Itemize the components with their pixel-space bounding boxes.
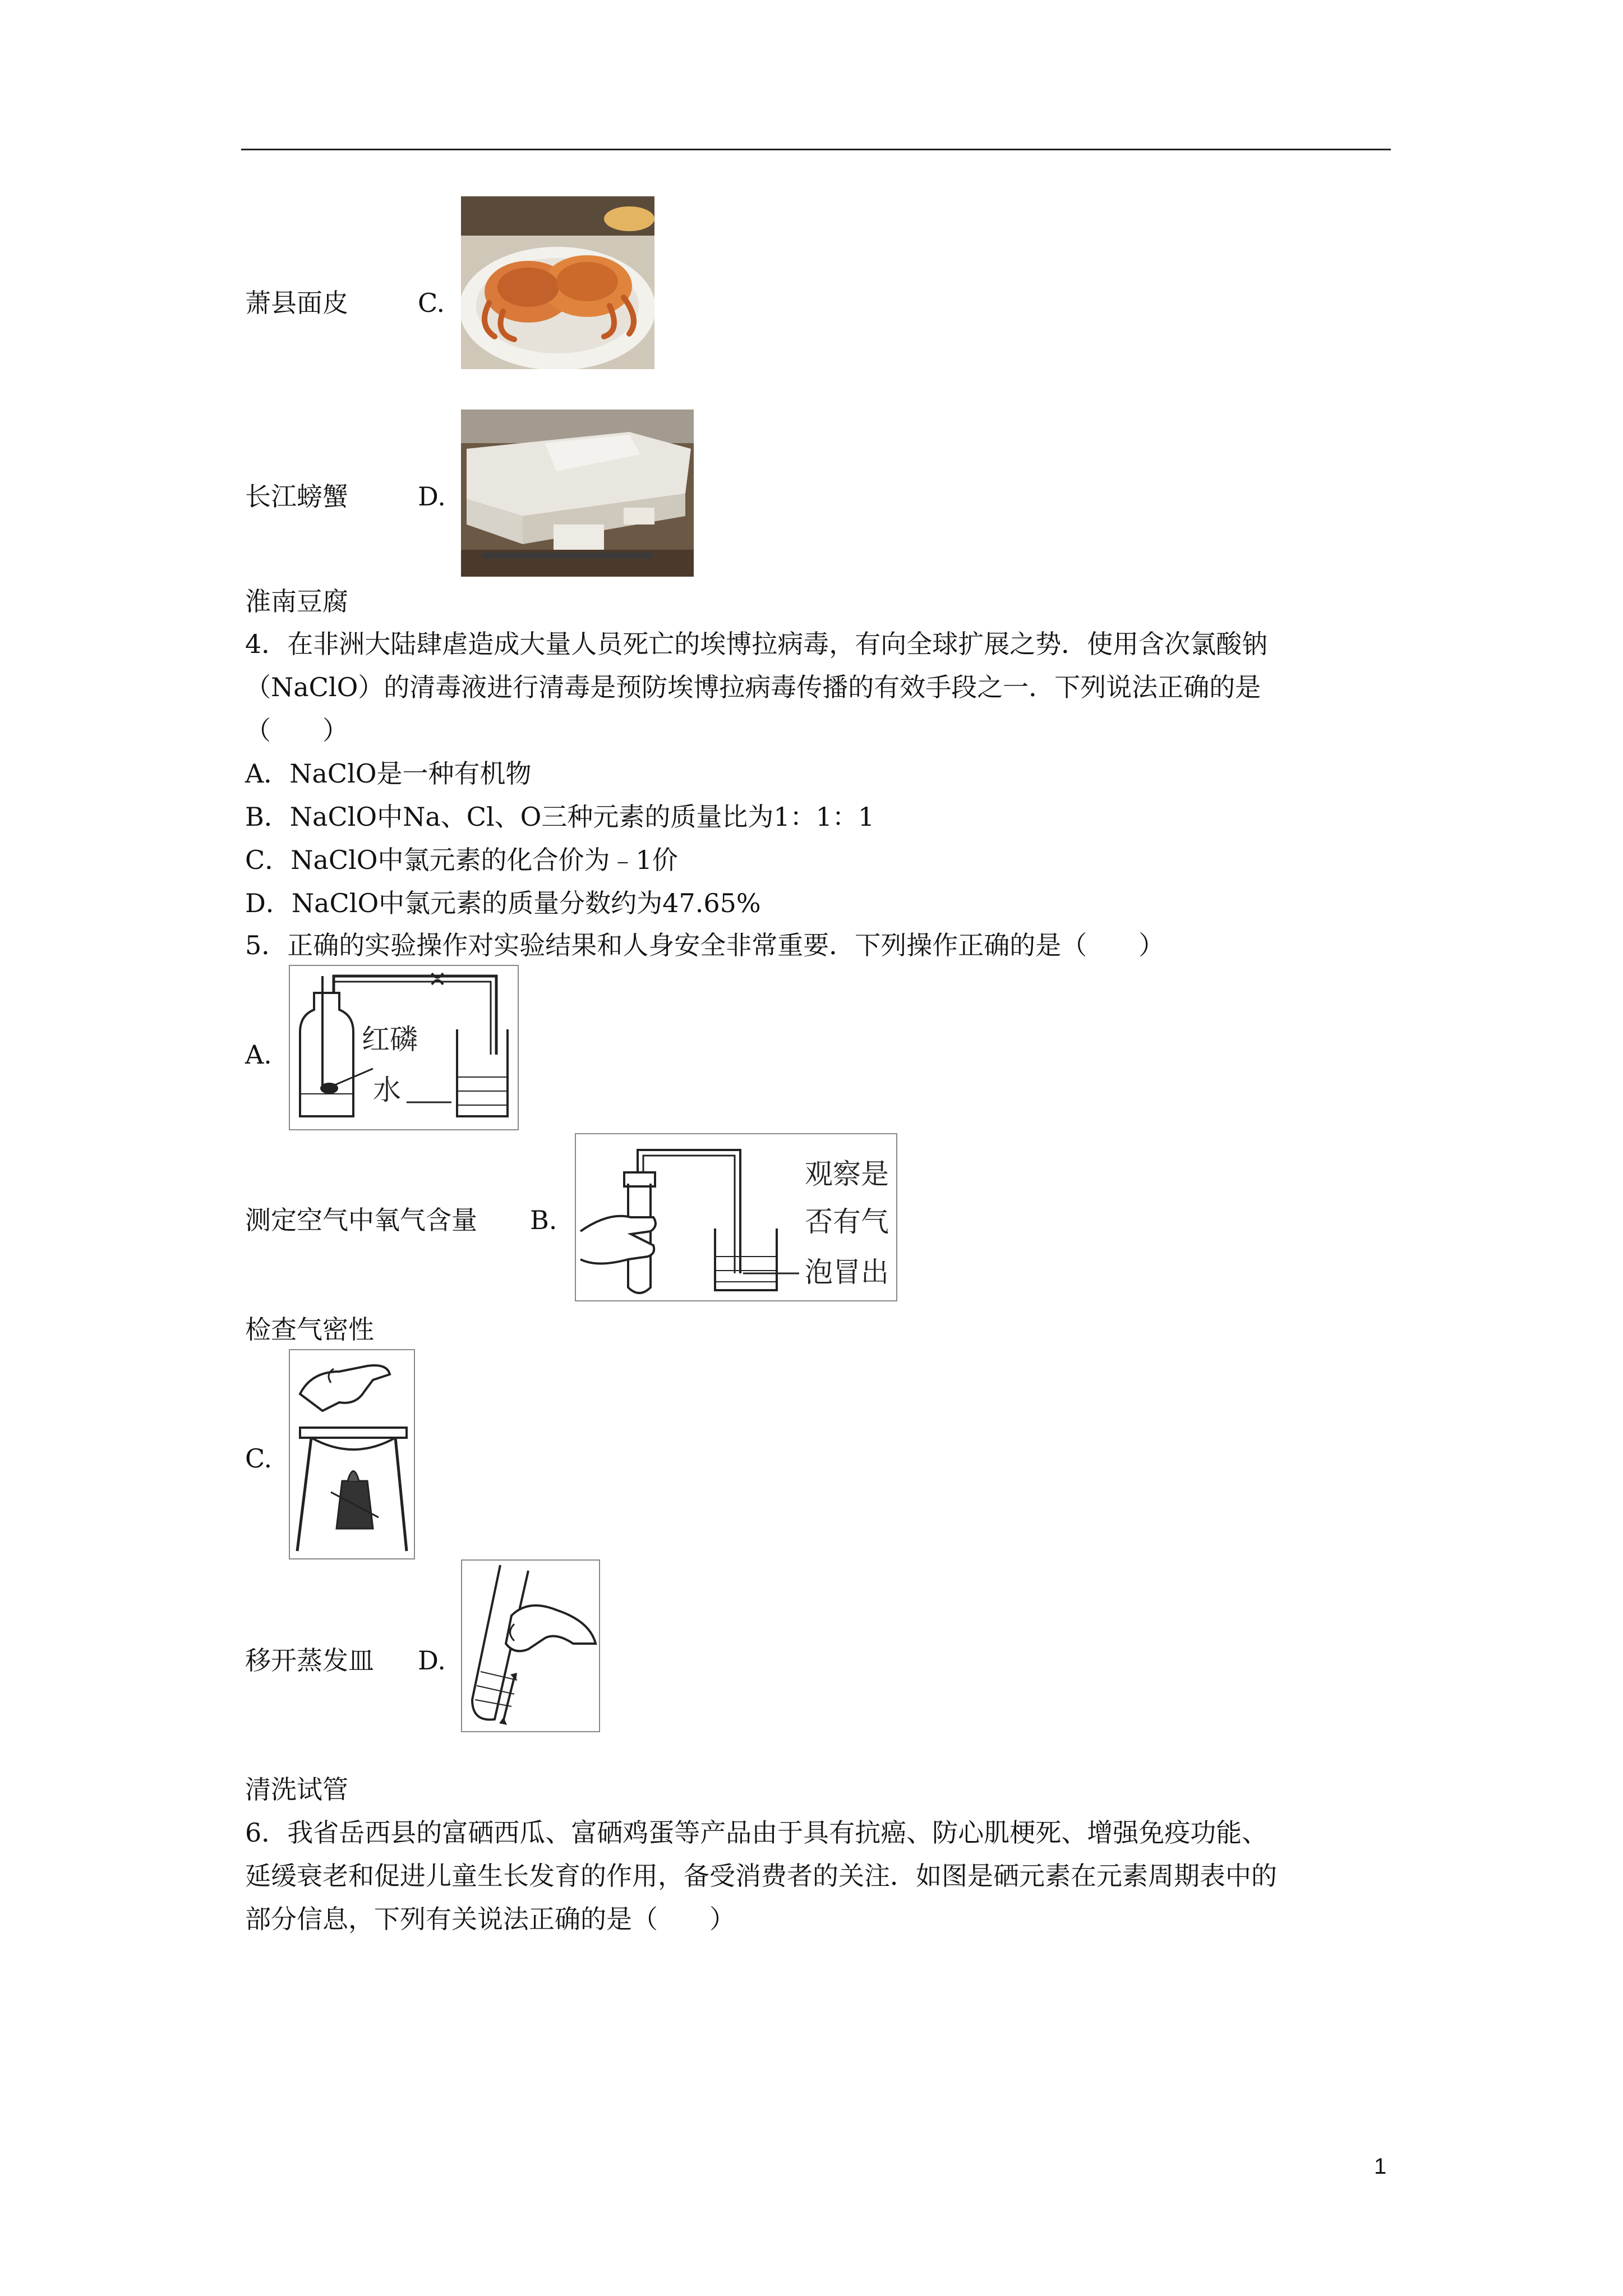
q5-option-b-label: B. — [530, 1205, 557, 1235]
q5a-red-phosphorus-label: 红磷 — [362, 1023, 418, 1056]
q5-option-b-caption: 检查气密性 — [245, 1314, 374, 1345]
q3-option-d-label: D. — [418, 481, 446, 512]
evaporating-dish-diagram — [289, 1349, 415, 1559]
q4-option-a: A．NaClO是一种有机物 — [245, 758, 532, 789]
q4-stem-line3: （ ） — [245, 715, 348, 746]
q3-option-c-caption: 萧县面皮 — [245, 288, 348, 318]
q6-stem-line2: 延缓衰老和促进儿童生长发育的作用，备受消费者的关注．如图是硒元素在元素周期表中的 — [245, 1861, 1277, 1891]
page-number: 1 — [1374, 2154, 1387, 2179]
q5-option-c-label: C. — [245, 1443, 273, 1474]
test-tube-washing-diagram — [461, 1559, 600, 1732]
q5b-observe-line1: 观察是 — [805, 1158, 889, 1190]
tofu-photo — [461, 409, 694, 577]
q4-option-d: D．NaClO中氯元素的质量分数约为47.65% — [245, 888, 761, 918]
q5-option-d-caption: 清洗试管 — [245, 1774, 348, 1805]
header-rule — [241, 149, 1391, 150]
q4-option-c: C．NaClO中氯元素的化合价为﹣1价 — [245, 845, 678, 875]
q3-option-c-label: C. — [418, 288, 445, 318]
red-phosphorus-apparatus-diagram — [289, 965, 519, 1130]
q4-stem-line2: （NaClO）的清毒液进行清毒是预防埃博拉病毒传播的有效手段之一．下列说法正确的是 — [245, 672, 1261, 702]
q3-option-d-caption: 长江螃蟹 — [245, 481, 348, 512]
q3-option-d-tail: 淮南豆腐 — [245, 586, 348, 616]
q4-option-b: B．NaClO中Na、Cl、O三种元素的质量比为1：1：1 — [245, 802, 875, 832]
crab-photo — [461, 196, 654, 369]
q5b-observe-line3: 泡冒出 — [805, 1256, 889, 1289]
q4-stem-line1: 4．在非洲大陆肆虐造成大量人员死亡的埃博拉病毒，有向全球扩展之势．使用含次氯酸钠 — [245, 629, 1268, 659]
q5-option-d-label: D. — [418, 1645, 446, 1676]
q5-stem: 5．正确的实验操作对实验结果和人身安全非常重要．下列操作正确的是（ ） — [245, 930, 1165, 960]
q5a-water-label: 水 — [373, 1074, 401, 1106]
q6-stem-line3: 部分信息，下列有关说法正确的是（ ） — [245, 1904, 735, 1934]
q6-stem-line1: 6．我省岳西县的富硒西瓜、富硒鸡蛋等产品由于具有抗癌、防心肌梗死、增强免疫功能、 — [245, 1818, 1268, 1848]
airtightness-check-diagram — [575, 1133, 897, 1301]
q5-option-a-label: A. — [245, 1039, 272, 1070]
q5b-observe-line2: 否有气 — [805, 1205, 889, 1238]
q5-option-a-caption: 测定空气中氧气含量 — [245, 1205, 477, 1235]
q5-option-c-caption: 移开蒸发皿 — [245, 1645, 374, 1676]
